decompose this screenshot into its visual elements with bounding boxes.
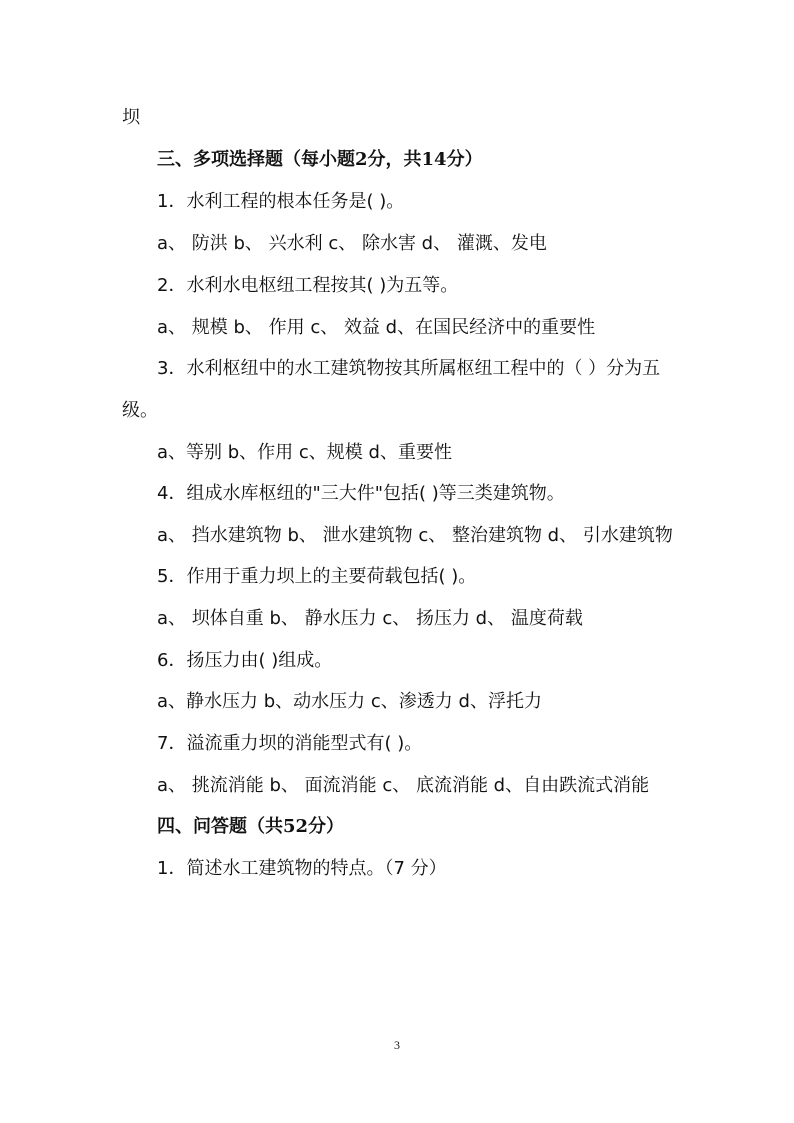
question-6: 6．扬压力由( )组成。 — [157, 650, 333, 671]
options-question-3: a、等别 b、作用 c、规模 d、重要性 — [157, 442, 452, 463]
page-number: 3 — [394, 1038, 400, 1052]
options-question-2: a、 规模 b、 作用 c、 效益 d、在国民经济中的重要性 — [157, 317, 596, 338]
qa-question-1: 1．简述水工建筑物的特点。（7 分） — [157, 858, 447, 879]
question-3: 3．水利枢纽中的水工建筑物按其所属枢纽工程中的（ ）分为五 — [157, 358, 661, 379]
question-1: 1．水利工程的根本任务是( )。 — [157, 191, 405, 212]
question-3-continuation: 级。 — [122, 400, 158, 421]
options-question-5: a、 坝体自重 b、 静水压力 c、 扬压力 d、 温度荷载 — [157, 608, 583, 629]
options-question-6: a、静水压力 b、动水压力 c、渗透力 d、浮托力 — [157, 691, 542, 712]
section-heading-qa: 四、问答题（共52分） — [157, 816, 345, 837]
question-5: 5．作用于重力坝上的主要荷载包括( )。 — [157, 566, 477, 587]
section-heading-multiple-choice: 三、多项选择题（每小题2分，共14分） — [157, 149, 483, 170]
question-4: 4．组成水库枢纽的"三大件"包括( )等三类建筑物。 — [157, 483, 565, 504]
options-question-1: a、 防洪 b、 兴水利 c、 除水害 d、 灌溉、发电 — [157, 233, 547, 254]
options-question-7: a、 挑流消能 b、 面流消能 c、 底流消能 d、自由跌流式消能 — [157, 775, 650, 796]
question-7: 7．溢流重力坝的消能型式有( )。 — [157, 733, 423, 754]
options-question-4: a、 挡水建筑物 b、 泄水建筑物 c、 整治建筑物 d、 引水建筑物 — [157, 525, 673, 546]
question-2: 2．水利水电枢纽工程按其( )为五等。 — [157, 275, 459, 296]
text-line-continuation: 坝 — [122, 107, 140, 128]
